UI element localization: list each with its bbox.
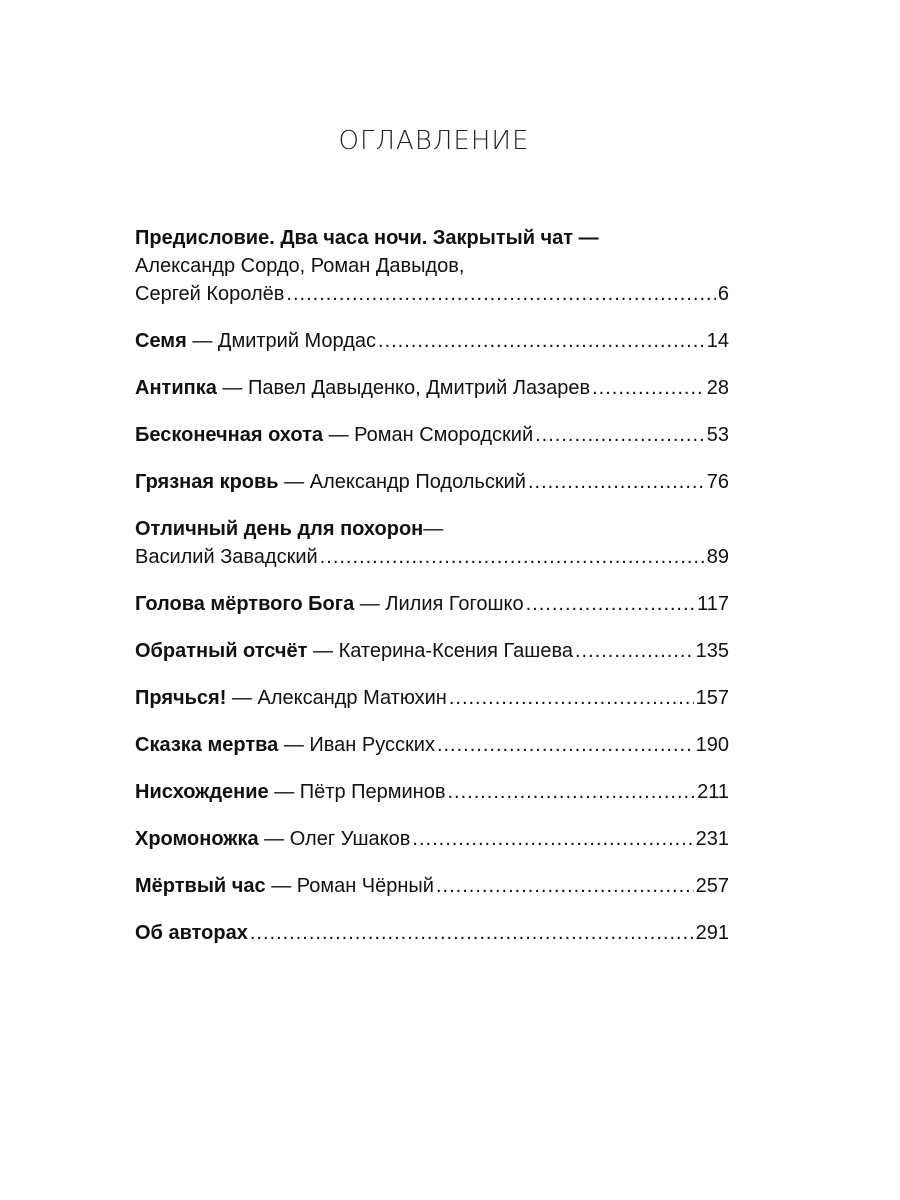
- toc-entry-page: 53: [706, 424, 729, 446]
- toc-entry-authors: — Лилия Гогошко: [359, 593, 524, 615]
- toc-entry-authors: — Дмитрий Мордас: [192, 330, 377, 352]
- toc-entry-title: Сказка мертва: [135, 734, 279, 756]
- toc-entry-semya[interactable]: [135, 327, 729, 355]
- dot-leader: [528, 468, 705, 496]
- toc-entry-title: Обратный отсчёт: [135, 640, 308, 662]
- dot-leader: [575, 637, 694, 665]
- toc-entry-authors: — Роман Чёрный: [271, 875, 434, 897]
- toc-entry-authors: — Иван Русских: [283, 734, 435, 756]
- dot-leader: [592, 374, 705, 402]
- toc-entry-page: 135: [695, 640, 729, 662]
- toc-entry-authors: — Павел Давыденко, Дмитрий Лазарев: [222, 377, 591, 399]
- toc-entry-title: Грязная кровь: [135, 471, 279, 493]
- toc-entry-authors: Василий Завадский: [135, 546, 318, 568]
- toc-entry-page: 117: [697, 593, 729, 615]
- toc-entry-title: Отличный день для похорон: [135, 518, 424, 540]
- toc-entry-title: Антипка: [135, 377, 217, 399]
- toc-entry-nishozhdenie[interactable]: [135, 778, 729, 806]
- toc-entry-title: Семя: [135, 330, 187, 352]
- toc-entry-title: Мёртвый час: [135, 875, 266, 897]
- toc-entry-title: Хромоножка: [135, 828, 259, 850]
- toc-entry-otlichny-den[interactable]: [135, 515, 729, 571]
- dot-leader: [437, 731, 694, 759]
- toc-entry-preface[interactable]: [135, 224, 729, 308]
- toc-entry-antipka[interactable]: [135, 374, 729, 402]
- dot-leader: [436, 872, 694, 900]
- toc-entry-page: 89: [706, 546, 729, 568]
- toc-entry-authors: — Александр Подольский: [284, 471, 526, 493]
- toc-entry-golova-boga[interactable]: [135, 590, 729, 618]
- toc-entry-authors: Сергей Королёв: [135, 283, 285, 305]
- toc-entry-authors: — Пётр Перминов: [274, 781, 446, 803]
- toc-entry-page: 257: [695, 875, 729, 897]
- toc-entry-title: Прячься!: [135, 687, 227, 709]
- toc-entry-ob-avtorah[interactable]: [135, 919, 729, 947]
- toc-entry-mertvy-chas[interactable]: [135, 872, 729, 900]
- toc-entry-gryaznaya-krov[interactable]: [135, 468, 729, 496]
- table-of-contents: [135, 224, 729, 966]
- dot-leader: [378, 327, 705, 355]
- toc-entry-title: Голова мёртвого Бога: [135, 593, 355, 615]
- toc-entry-title: Нисхождение: [135, 781, 269, 803]
- toc-entry-page: 76: [706, 471, 729, 493]
- toc-entry-pryachsya[interactable]: [135, 684, 729, 712]
- dot-leader: [535, 421, 705, 449]
- toc-entry-page: 28: [706, 377, 729, 399]
- dot-leader: [320, 543, 705, 571]
- toc-entry-beskonechnaya-ohota[interactable]: [135, 421, 729, 449]
- dot-leader: [286, 280, 715, 308]
- toc-entry-authors: — Олег Ушаков: [264, 828, 411, 850]
- toc-entry-title: Бесконечная охота: [135, 424, 324, 446]
- page-title: ОГЛАВЛЕНИЕ: [338, 126, 530, 156]
- toc-entry-page: 231: [695, 828, 729, 850]
- toc-entry-obratny-otschet[interactable]: [135, 637, 729, 665]
- dot-leader: [412, 825, 693, 853]
- dot-leader: [250, 919, 694, 947]
- toc-entry-authors: — Катерина-Ксения Гашева: [313, 640, 573, 662]
- toc-entry-page: 291: [695, 922, 729, 944]
- toc-entry-title: Об авторах: [135, 922, 248, 944]
- toc-entry-authors: — Роман Смородский: [328, 424, 534, 446]
- toc-entry-skazka-mertva[interactable]: [135, 731, 729, 759]
- toc-entry-page: 14: [706, 330, 729, 352]
- toc-entry-page: 157: [695, 687, 729, 709]
- dot-leader: [526, 590, 695, 618]
- dot-leader: [447, 778, 695, 806]
- toc-entry-authors-line: Александр Сордо, Роман Давыдов,: [135, 255, 465, 277]
- toc-entry-page: 190: [695, 734, 729, 756]
- toc-entry-page: 6: [717, 283, 729, 305]
- toc-entry-hromonozhka[interactable]: [135, 825, 729, 853]
- toc-entry-title: Предисловие. Два часа ночи. Закрытый чат —: [135, 227, 599, 249]
- toc-entry-authors: — Александр Матюхин: [231, 687, 447, 709]
- toc-entry-page: 211: [697, 781, 729, 803]
- dot-leader: [449, 684, 694, 712]
- toc-entry-dash: —: [423, 518, 444, 540]
